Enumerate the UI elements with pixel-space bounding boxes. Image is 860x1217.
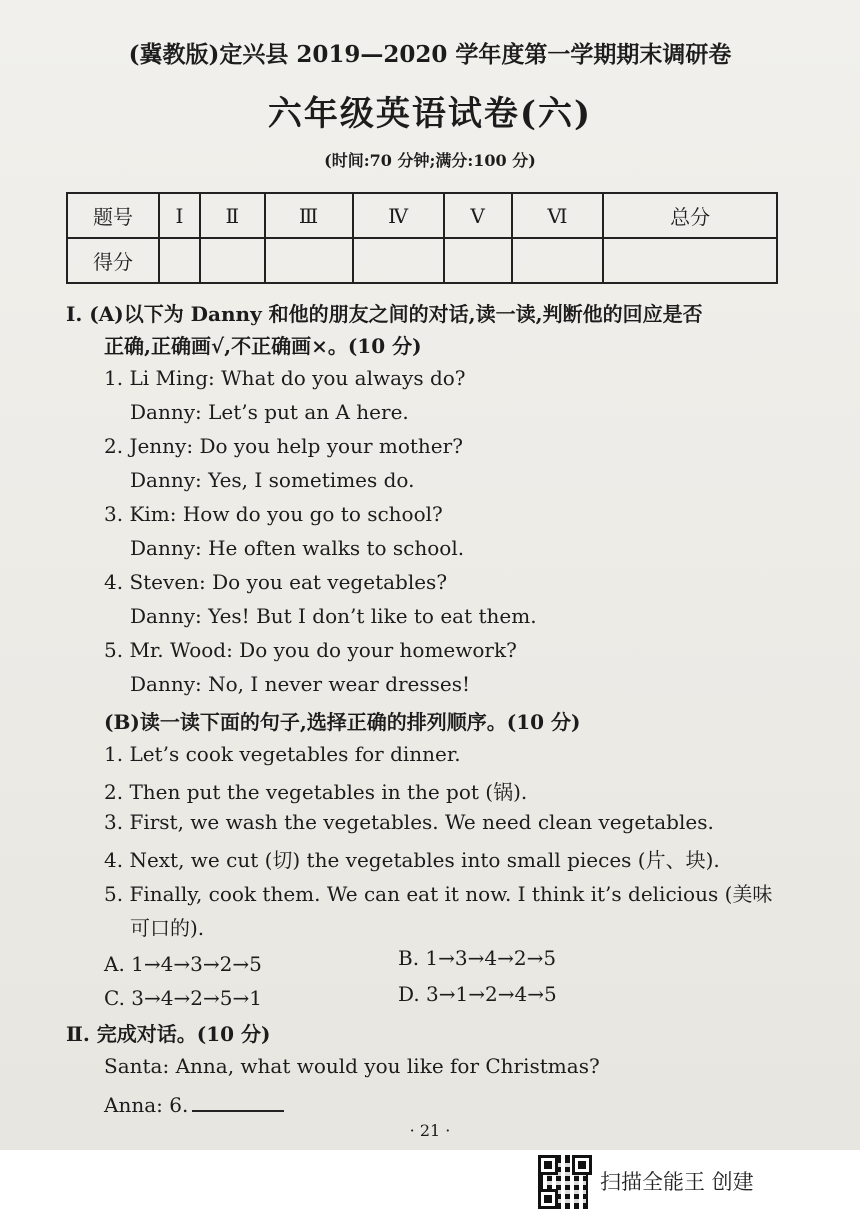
question-number-label: 题号 xyxy=(67,193,159,238)
dialogue-4-question: 4. Steven: Do you eat vegetables? xyxy=(104,570,448,594)
score-table xyxy=(66,192,778,284)
dialogue-5-answer: Danny: No, I never wear dresses! xyxy=(130,672,471,696)
column-total: 总分 xyxy=(603,193,777,238)
option-c[interactable]: C. 3→4→2→5→1 xyxy=(104,986,262,1010)
santa-line: Santa: Anna, what would you like for Christmas? xyxy=(104,1054,600,1078)
score-cell-2[interactable] xyxy=(200,238,265,283)
dialogue-2-answer: Danny: Yes, I sometimes do. xyxy=(130,468,415,492)
page-title: 六年级英语试卷(六) xyxy=(267,94,593,134)
column-3: Ⅲ xyxy=(265,193,353,238)
option-a[interactable]: A. 1→4→3→2→5 xyxy=(104,952,262,976)
anna-line xyxy=(104,1092,284,1117)
score-cell-6[interactable] xyxy=(512,238,604,283)
score-cell-4[interactable] xyxy=(353,238,444,283)
section1-heading-line1: Ⅰ. (A)以下为 Danny 和他的朋友之间的对话,读一读,判断他的回应是否 xyxy=(66,302,703,326)
exam-header: (冀教版)定兴县 2019—2020 学年度第一学期期末调研卷 xyxy=(128,41,732,68)
anna-line-text: Anna: 6. xyxy=(104,1093,189,1117)
time-info: (时间:70 分钟;满分:100 分) xyxy=(324,151,536,170)
page-number: · 21 · xyxy=(409,1121,451,1140)
sentence-1: 1. Let’s cook vegetables for dinner. xyxy=(104,742,461,766)
qr-code-icon xyxy=(538,1155,592,1209)
score-label: 得分 xyxy=(67,238,159,283)
score-table-header-row xyxy=(67,193,777,238)
option-d[interactable]: D. 3→1→2→4→5 xyxy=(398,982,557,1006)
dialogue-5-question: 5. Mr. Wood: Do you do your homework? xyxy=(104,638,517,662)
score-cell-total[interactable] xyxy=(603,238,777,283)
column-5: Ⅴ xyxy=(444,193,512,238)
dialogue-4-answer: Danny: Yes! But I don’t like to eat them. xyxy=(130,604,537,628)
sentence-3: 3. First, we wash the vegetables. We need clean vegetables. xyxy=(104,810,714,834)
column-4: Ⅳ xyxy=(353,193,444,238)
section1-heading-line2: 正确,正确画√,不正确画×。(10 分) xyxy=(104,334,422,358)
dialogue-1-answer: Danny: Let’s put an A here. xyxy=(130,400,409,424)
option-b[interactable]: B. 1→3→4→2→5 xyxy=(398,946,557,970)
column-6: Ⅵ xyxy=(512,193,604,238)
answer-blank-6[interactable] xyxy=(192,1092,284,1112)
scanner-brand-label: 扫描全能王 创建 xyxy=(600,1170,754,1194)
score-cell-3[interactable] xyxy=(265,238,353,283)
sentence-4: 4. Next, we cut (切) the vegetables into small pieces (片、块). xyxy=(104,848,720,872)
dialogue-3-answer: Danny: He often walks to school. xyxy=(130,536,465,560)
column-1: Ⅰ xyxy=(159,193,200,238)
dialogue-2-question: 2. Jenny: Do you help your mother? xyxy=(104,434,463,458)
score-cell-5[interactable] xyxy=(444,238,512,283)
column-2: Ⅱ xyxy=(200,193,265,238)
sentence-5: 5. Finally, cook them. We can eat it now. I think it’s delicious (美味 xyxy=(104,882,773,906)
score-table-score-row xyxy=(67,238,777,283)
sentence-2: 2. Then put the vegetables in the pot (锅). xyxy=(104,780,528,804)
dialogue-1-question: 1. Li Ming: What do you always do? xyxy=(104,366,466,390)
section2-heading: Ⅱ. 完成对话。(10 分) xyxy=(66,1022,271,1046)
score-cell-1[interactable] xyxy=(159,238,200,283)
dialogue-3-question: 3. Kim: How do you go to school? xyxy=(104,502,443,526)
section1-partB-heading: (B)读一读下面的句子,选择正确的排列顺序。(10 分) xyxy=(104,710,581,734)
sentence-5-continued: 可口的). xyxy=(130,916,205,940)
